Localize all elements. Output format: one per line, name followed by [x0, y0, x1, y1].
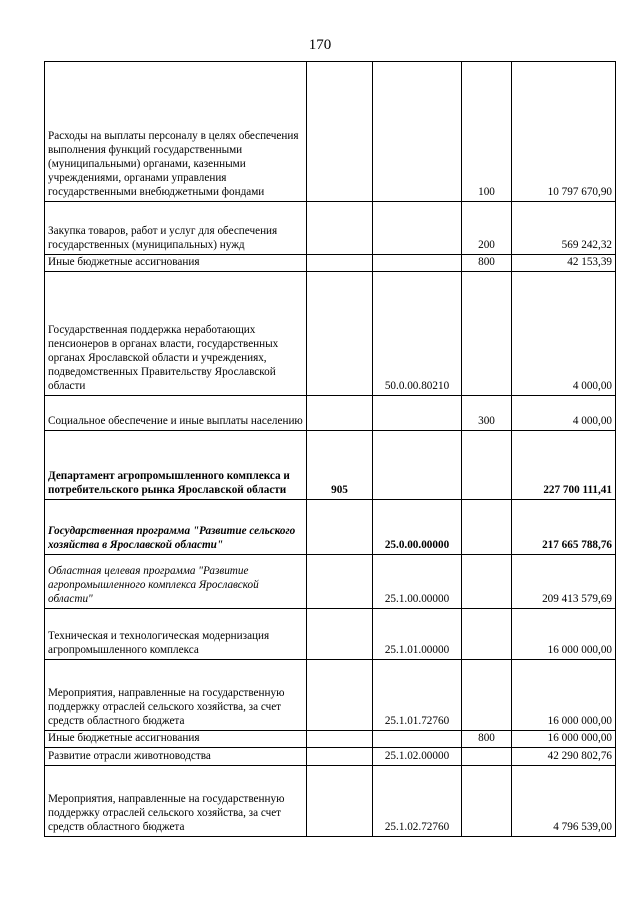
row-amount: 569 242,32 — [512, 202, 616, 255]
table-row — [45, 396, 616, 431]
table-row — [45, 202, 616, 255]
row-name: Техническая и технологическая модернизация агропромышленного комплекса — [45, 609, 307, 660]
row-name: Закупка товаров, работ и услуг для обеспечения государственных (муниципальных) нужд — [45, 202, 307, 255]
row-target-code: 25.0.00.00000 — [373, 500, 462, 555]
row-amount: 217 665 788,76 — [512, 500, 616, 555]
row-target-code: 25.1.02.72760 — [373, 766, 462, 837]
table-row — [45, 62, 616, 202]
row-name: Иные бюджетные ассигнования — [45, 255, 307, 272]
row-name: Мероприятия, направленные на государственную поддержку отраслей сельского хозяйства, за счет средств областного бюджета — [45, 766, 307, 837]
row-amount: 42 290 802,76 — [512, 748, 616, 766]
table-row — [45, 431, 616, 500]
row-expense-type: 800 — [462, 255, 512, 272]
row-department — [307, 660, 373, 731]
table-row — [45, 500, 616, 555]
table-row — [45, 255, 616, 272]
row-expense-type — [462, 555, 512, 609]
row-name: Иные бюджетные ассигнования — [45, 731, 307, 748]
row-target-code — [373, 62, 462, 202]
row-amount: 4 000,00 — [512, 396, 616, 431]
row-amount: 42 153,39 — [512, 255, 616, 272]
row-department — [307, 62, 373, 202]
row-target-code — [373, 202, 462, 255]
row-amount: 227 700 111,41 — [512, 431, 616, 500]
row-expense-type: 800 — [462, 731, 512, 748]
row-amount: 209 413 579,69 — [512, 555, 616, 609]
row-name: Департамент агропромышленного комплекса и потребительского рынка Ярославской области — [45, 431, 307, 500]
table-row — [45, 766, 616, 837]
table-row — [45, 660, 616, 731]
row-target-code: 25.1.01.00000 — [373, 609, 462, 660]
row-target-code: 25.1.01.72760 — [373, 660, 462, 731]
row-target-code: 50.0.00.80210 — [373, 272, 462, 396]
page-number: 170 — [308, 37, 332, 53]
row-department — [307, 500, 373, 555]
row-department — [307, 272, 373, 396]
row-amount: 4 000,00 — [512, 272, 616, 396]
row-amount: 10 797 670,90 — [512, 62, 616, 202]
row-target-code: 25.1.02.00000 — [373, 748, 462, 766]
row-department — [307, 609, 373, 660]
row-expense-type — [462, 766, 512, 837]
row-department: 905 — [307, 431, 373, 500]
row-target-code — [373, 255, 462, 272]
row-name: Государственная поддержка неработающих пенсионеров в органах власти, государственных органах Ярославской области и учреждениях, подведомственных Правительству Ярославской области — [45, 272, 307, 396]
row-expense-type — [462, 431, 512, 500]
row-target-code: 25.1.00.00000 — [373, 555, 462, 609]
row-target-code — [373, 431, 462, 500]
row-name: Государственная программа "Развитие сельского хозяйства в Ярославской области" — [45, 500, 307, 555]
row-amount: 4 796 539,00 — [512, 766, 616, 837]
budget-table — [44, 61, 616, 837]
table-row — [45, 555, 616, 609]
row-department — [307, 731, 373, 748]
row-department — [307, 202, 373, 255]
row-name: Областная целевая программа "Развитие агропромышленного комплекса Ярославской области" — [45, 555, 307, 609]
row-name: Развитие отрасли животноводства — [45, 748, 307, 766]
row-name: Социальное обеспечение и иные выплаты населению — [45, 396, 307, 431]
row-amount: 16 000 000,00 — [512, 660, 616, 731]
row-name: Мероприятия, направленные на государственную поддержку отраслей сельского хозяйства, за счет средств областного бюджета — [45, 660, 307, 731]
row-expense-type — [462, 660, 512, 731]
row-department — [307, 396, 373, 431]
row-amount: 16 000 000,00 — [512, 609, 616, 660]
row-department — [307, 766, 373, 837]
row-target-code — [373, 396, 462, 431]
row-expense-type: 200 — [462, 202, 512, 255]
table-row — [45, 609, 616, 660]
row-target-code — [373, 731, 462, 748]
row-expense-type: 100 — [462, 62, 512, 202]
row-amount: 16 000 000,00 — [512, 731, 616, 748]
row-expense-type — [462, 272, 512, 396]
row-expense-type — [462, 500, 512, 555]
row-department — [307, 555, 373, 609]
row-expense-type: 300 — [462, 396, 512, 431]
table-row — [45, 748, 616, 766]
row-department — [307, 255, 373, 272]
table-row — [45, 731, 616, 748]
table-row — [45, 272, 616, 396]
row-expense-type — [462, 748, 512, 766]
row-department — [307, 748, 373, 766]
row-name: Расходы на выплаты персоналу в целях обеспечения выполнения функций государственными (муниципальными) органами, казенными учреждениями, органами управления государственными внебюджетными фондами — [45, 62, 307, 202]
row-expense-type — [462, 609, 512, 660]
